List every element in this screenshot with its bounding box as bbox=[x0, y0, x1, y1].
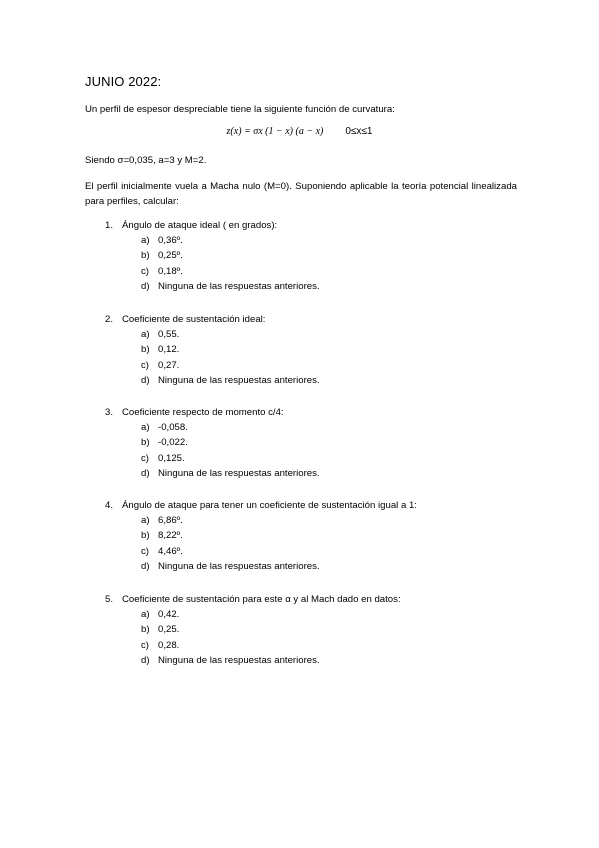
option-text: 8,22º. bbox=[158, 530, 183, 542]
option-text: 0,25. bbox=[158, 624, 180, 636]
option-text: Ninguna de las respuestas anteriores. bbox=[158, 654, 320, 666]
option-list bbox=[85, 420, 525, 481]
option-letter: a) bbox=[141, 422, 150, 433]
option-b bbox=[85, 435, 525, 450]
option-text: Ninguna de las respuestas anteriores. bbox=[158, 280, 320, 292]
option-list bbox=[85, 607, 525, 668]
option-d bbox=[85, 373, 525, 388]
option-a bbox=[85, 420, 525, 435]
option-letter: b) bbox=[141, 624, 150, 636]
option-text: Ninguna de las respuestas anteriores. bbox=[158, 467, 320, 479]
option-a bbox=[85, 513, 525, 528]
option-list bbox=[85, 513, 525, 574]
question-text: Ángulo de ataque ideal ( en grados): bbox=[122, 220, 278, 231]
option-letter: a) bbox=[141, 329, 150, 340]
option-d bbox=[85, 279, 525, 294]
option-letter: c) bbox=[141, 545, 149, 557]
option-letter: b) bbox=[141, 530, 150, 542]
question-4 bbox=[85, 498, 525, 574]
question-number: 5. bbox=[105, 594, 114, 605]
option-text: 0,18º. bbox=[158, 265, 183, 277]
option-letter: d) bbox=[141, 560, 150, 572]
question-3 bbox=[85, 405, 525, 481]
context-paragraph: El perfil inicialmente vuela a Macha nulo (M=0). Suponiendo aplicable la teoría potencial linealizada para perfiles, calcular: bbox=[85, 181, 517, 207]
option-text: 0,42. bbox=[158, 609, 180, 620]
option-letter: d) bbox=[141, 280, 150, 292]
option-letter: d) bbox=[141, 374, 150, 386]
option-text: 4,46º. bbox=[158, 545, 183, 557]
option-text: 0,12. bbox=[158, 344, 180, 356]
option-c bbox=[85, 264, 525, 279]
given-values: Siendo σ=0,035, a=3 y M=2. bbox=[85, 155, 207, 166]
question-number: 1. bbox=[105, 220, 114, 231]
option-a bbox=[85, 327, 525, 342]
option-text: 0,25º. bbox=[158, 250, 183, 262]
question-text: Coeficiente de sustentación para este α y al Mach dado en datos: bbox=[122, 594, 401, 605]
option-letter: b) bbox=[141, 250, 150, 262]
option-letter: d) bbox=[141, 654, 150, 666]
option-letter: a) bbox=[141, 515, 150, 526]
page-title: JUNIO 2022: bbox=[85, 74, 162, 89]
option-letter: a) bbox=[141, 609, 150, 620]
option-text: 0,28. bbox=[158, 639, 180, 651]
formula-expression: z(x) = σx (1 − x) (a − x) bbox=[226, 126, 324, 137]
option-letter: b) bbox=[141, 344, 150, 356]
option-letter: c) bbox=[141, 359, 149, 371]
option-c bbox=[85, 544, 525, 559]
option-text: 0,55. bbox=[158, 329, 180, 340]
option-d bbox=[85, 559, 525, 574]
question-text: Coeficiente respecto de momento c/4: bbox=[122, 407, 284, 418]
option-b bbox=[85, 248, 525, 263]
option-letter: c) bbox=[141, 639, 149, 651]
intro-paragraph: Un perfil de espesor despreciable tiene la siguiente función de curvatura: bbox=[85, 104, 395, 115]
option-list bbox=[85, 233, 525, 294]
option-b bbox=[85, 528, 525, 543]
option-c bbox=[85, 638, 525, 653]
question-number: 3. bbox=[105, 407, 114, 418]
option-text: 0,27. bbox=[158, 359, 180, 371]
option-text: 6,86º. bbox=[158, 515, 183, 526]
option-text: -0,058. bbox=[158, 422, 188, 433]
question-5 bbox=[85, 592, 525, 668]
option-c bbox=[85, 358, 525, 373]
option-d bbox=[85, 653, 525, 668]
question-1 bbox=[85, 218, 525, 294]
option-c bbox=[85, 451, 525, 466]
option-d bbox=[85, 466, 525, 481]
question-text: Ángulo de ataque para tener un coeficiente de sustentación igual a 1: bbox=[122, 500, 417, 511]
option-letter: b) bbox=[141, 437, 150, 449]
option-b bbox=[85, 342, 525, 357]
question-text: Coeficiente de sustentación ideal: bbox=[122, 314, 266, 325]
option-text: 0,36º. bbox=[158, 235, 183, 246]
curvature-formula bbox=[0, 126, 599, 137]
option-letter: a) bbox=[141, 235, 150, 246]
option-letter: c) bbox=[141, 265, 149, 277]
question-number: 4. bbox=[105, 500, 114, 511]
option-letter: c) bbox=[141, 452, 149, 464]
question-number: 2. bbox=[105, 314, 114, 325]
option-text: 0,125. bbox=[158, 452, 185, 464]
option-text: Ninguna de las respuestas anteriores. bbox=[158, 374, 320, 386]
formula-range: 0≤x≤1 bbox=[345, 126, 373, 137]
option-text: -0,022. bbox=[158, 437, 188, 449]
option-b bbox=[85, 622, 525, 637]
option-a bbox=[85, 607, 525, 622]
question-2 bbox=[85, 312, 525, 388]
option-letter: d) bbox=[141, 467, 150, 479]
option-a bbox=[85, 233, 525, 248]
option-list bbox=[85, 327, 525, 388]
option-text: Ninguna de las respuestas anteriores. bbox=[158, 560, 320, 572]
